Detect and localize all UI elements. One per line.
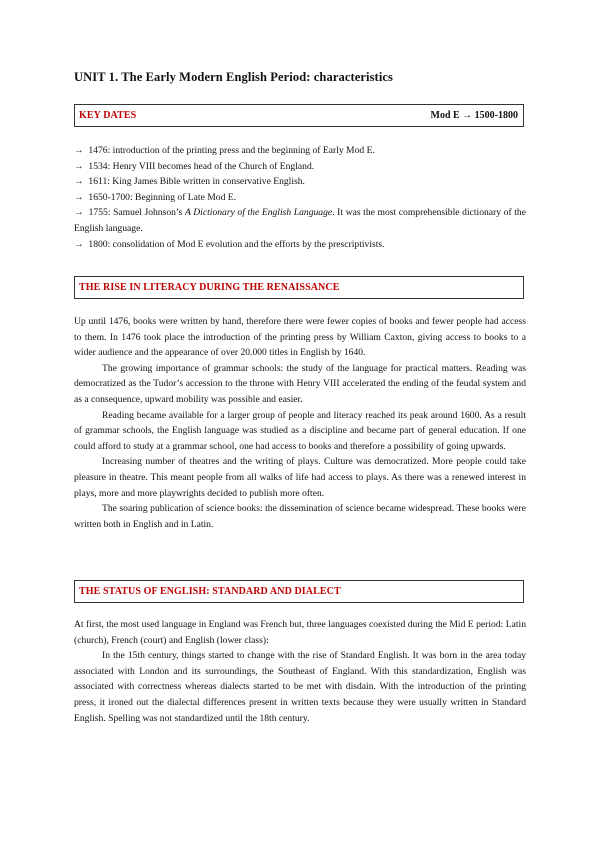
date-item-text: 1650-1700: Beginning of Late Mod E. [88, 191, 237, 203]
status-heading-box [74, 580, 524, 603]
paragraph: Increasing number of theatres and the writing of plays. Culture was democratized. More people could take pleasure in theatre. This meant people from all walks of life had access to plays. As there was a renewed interest in plays, more and more playwrights decided to publish more often. [74, 456, 526, 499]
rise-heading-box [74, 276, 524, 299]
rise-heading: THE RISE IN LITERACY DURING THE RENAISSANCE [79, 282, 340, 293]
arrow-right-icon: → [74, 238, 84, 250]
status-heading: THE STATUS OF ENGLISH: STANDARD AND DIALECT [79, 586, 341, 597]
date-item-text-tail: . It was the most comprehensible dictionary of the English language. [74, 207, 526, 234]
paragraph: Up until 1476, books were written by hand, therefore there were fewer copies of books and fewer people had access to them. In 1476 took place the introduction of the printing press by William Caxton, giving access to books to a wider audience and the appearance of over 20.000 titles in English by 1640. [74, 316, 526, 359]
date-item [74, 237, 526, 253]
paragraph: The soaring publication of science books: the dissemination of science became widespread. These books were written both in English and in Latin. [74, 503, 526, 530]
date-item-text: 1476: introduction of the printing press and the beginning of Early Mod E. [88, 145, 375, 156]
arrow-right-icon: → [74, 145, 84, 156]
paragraph: Reading became available for a larger group of people and literacy reached its peak around 1600. As a result of grammar schools, the English language was studied as a discipline and became part of general education. If one could afford to study at a grammar school, one had access to books and therefore a possibility of going upwards. [74, 409, 526, 452]
period-range: Mod E → 1500-1800 [430, 110, 518, 121]
arrow-right-icon: → [74, 191, 84, 203]
date-item-text: 1534: Henry VIII becomes head of the Church of England. [88, 160, 315, 172]
unit-title: UNIT 1. The Early Modern English Period: characteristics [74, 70, 394, 84]
paragraph: At first, the most used language in England was French but, three languages coexisted during the Mid E period: Latin (church), French (court) and English (lower class): [74, 619, 526, 646]
key-dates-heading: KEY DATES [79, 110, 137, 121]
date-item-text: 1800: consolidation of Mod E evolution and the efforts by the prescriptivists. [88, 238, 385, 250]
rise-section-body [74, 314, 526, 532]
date-item [74, 143, 526, 159]
paragraph: The growing importance of grammar schools: the study of the language for practical matters. Reading was democratized as the Tudor’s accession to the throne with Henry VIII accelerated the ending of the feudal system and as a consequence, upward mobility was possible and easier. [74, 362, 526, 405]
date-item [74, 205, 526, 236]
arrow-right-icon: → [74, 207, 84, 219]
key-dates-list [74, 143, 526, 252]
date-item [74, 174, 526, 190]
paragraph: In the 15th century, things started to change with the rise of Standard English. It was born in the area today associated with London and its surroundings, the Southeast of England. With this standardization, English was associated with correctness whereas dialects started to be met with disdain. With the introduction of the printing press, it ironed out the dialectal differences present in written texts because they were usually written in Standard English. Spelling was not standardized until the 18th century. [74, 650, 526, 724]
date-item [74, 190, 526, 206]
date-item-text: 1611: King James Bible written in conservative English. [88, 176, 305, 188]
date-item [74, 159, 526, 175]
date-item-text: 1755: Samuel Johnson’s [88, 207, 185, 219]
arrow-right-icon: → [74, 176, 84, 188]
status-section-body [74, 617, 526, 726]
dictionary-title: A Dictionary of the English Language [184, 207, 333, 219]
key-dates-heading-box [74, 104, 524, 127]
arrow-right-icon: → [74, 160, 84, 172]
